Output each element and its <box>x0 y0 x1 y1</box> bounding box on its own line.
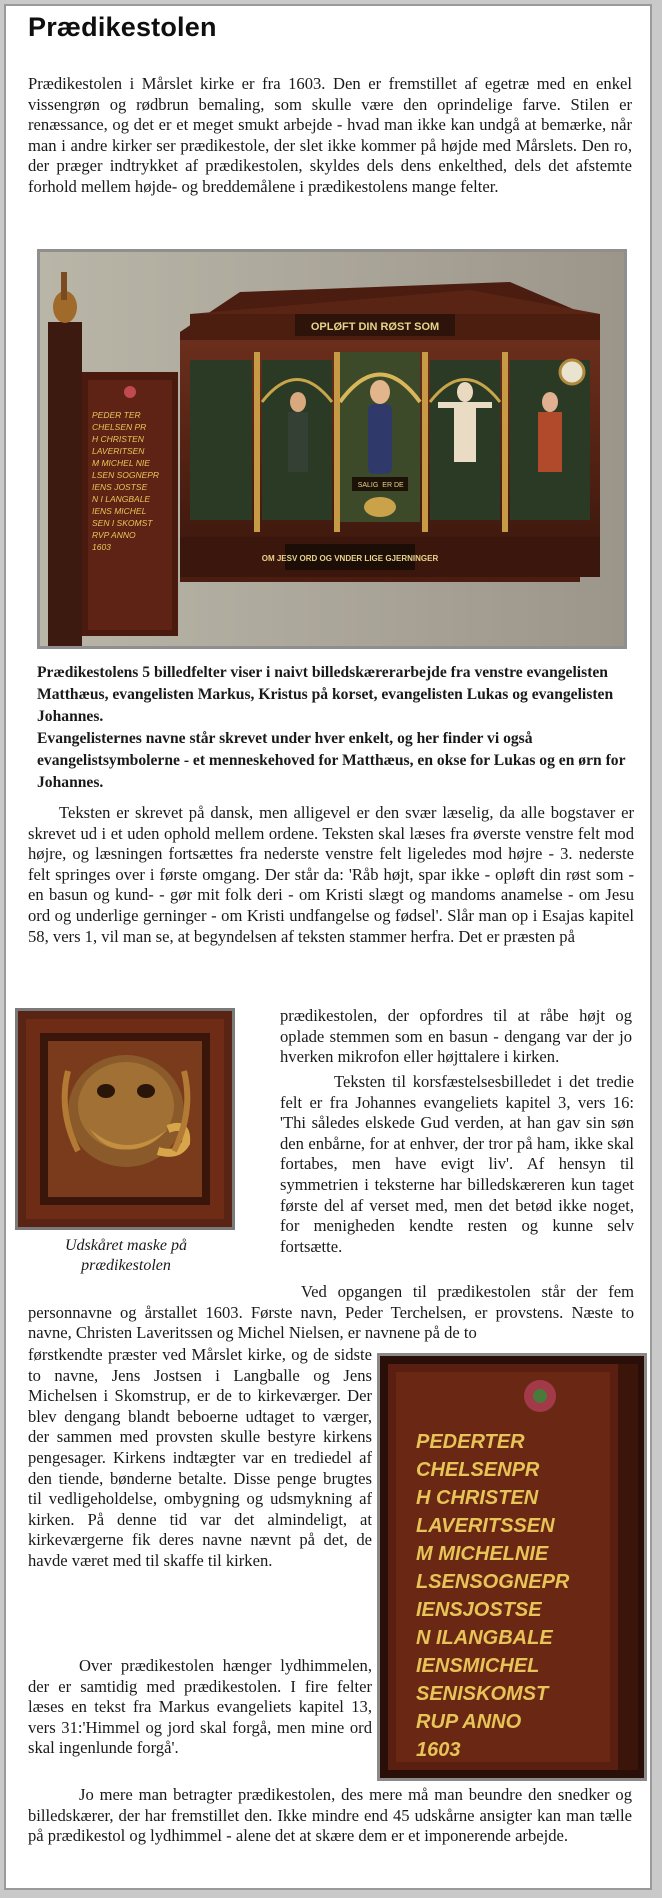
mask-illustration <box>18 1011 232 1227</box>
pulpit-illustration <box>40 252 624 646</box>
inscription-line: 1603 <box>416 1739 461 1761</box>
side-line: LAVERITSEN <box>92 446 145 456</box>
side-line: N I LANGBALE <box>92 494 151 504</box>
inscription-line: SENISKOMST <box>416 1683 549 1705</box>
inscription-line: PEDERTER <box>416 1431 525 1453</box>
inscription-line: LAVERITSSEN <box>416 1515 555 1537</box>
side-line: PEDER TER <box>92 410 141 420</box>
side-line: IENS JOSTSE <box>92 482 148 492</box>
pulpit-top-inscription: OPLØFT DIN RØST SOM <box>310 321 440 333</box>
inscription-line: RUP ANNO <box>416 1711 522 1733</box>
body-paragraph-1b: prædikestolen, der opfordres til at råbe højt og oplade stemmen som en basun - dengang var der jo hverken mikrofon eller højttalere i kirken. <box>280 1006 632 1067</box>
photo-caption-1: Prædikestolens 5 billedfelter viser i naivt billedskærerarbejde fra venstre evangelisten Matthæus, evangelisten Markus, Kristus på korset, evangelisten Lukas og evangelisten Johannes. <box>37 664 614 725</box>
inscription-line: N ILANGBALE <box>416 1627 553 1649</box>
side-line: IENS MICHEL <box>92 506 147 516</box>
mask-photo <box>15 1008 235 1230</box>
inscription-line: LSENSOGNEPR <box>416 1571 570 1593</box>
pulpit-panels <box>190 352 590 522</box>
body-paragraph-4: Over prædikestolen hænger lydhimmelen, der er samtidig med prædikestolen. I fire felter læses en tekst fra Markus evangeliets kapitel 13, vers 31:'Himmel og jord skal forgå, men mine ord skal ingenlunde forgå'. <box>28 1656 372 1758</box>
inscription-line: IENSMICHEL <box>416 1655 540 1677</box>
side-line: SEN I SKOMST <box>92 518 153 528</box>
body-paragraph-2: Teksten til korsfæstelsesbilledet i det tredie felt er fra Johannes evangeliets kapitel 3, vers 16: 'Thi således elskede Gud verden, at han gav sin søn den enbårne, for at enhver, der tror på ham, ikke skal fortabes, men have evigt liv'. Af hensyn til symmetrien i teksterne har billedskæreren kun taget første del af verset med, men det betød ikke noget, for menigheden kendte resten og kunne selv fortsætte. <box>280 1072 634 1256</box>
body-paragraph-5: Jo mere man betragter prædikestolen, des mere må man beundre den snedker og billedskærer, der har fremstillet den. Ikke mindre end 45 udskårne ansigter kan man tælle på prædikestol og lydhimmel - alene det at skære dem er et imponerende arbejde. <box>28 1785 632 1846</box>
mask-caption: Udskåret maske på prædikestolen <box>64 1237 188 1274</box>
pulpit-photo <box>37 249 627 649</box>
side-line: M MICHEL NIE <box>92 458 150 468</box>
inscription-illustration <box>380 1356 644 1778</box>
photo-caption-2: Evangelisternes navne står skrevet under hver enkelt, og her finder vi også evangelistsymbolerne - et menneskehoved for Matthæus, en okse for Lukas og en ørn for Johannes. <box>37 730 626 791</box>
side-line: 1603 <box>92 542 111 552</box>
pulpit-panel-right-text: ER DE <box>382 482 404 489</box>
side-line: H CHRISTEN <box>92 434 144 444</box>
pulpit-panel-left-text: SALIG <box>357 482 379 489</box>
pulpit-bottom-inscription: OM JESV ORD OG VNDER LIGE GJERNINGER <box>261 554 439 563</box>
body-paragraph-3b: førstkendte præster ved Mårslet kirke, og de sidste to navne, Jens Jostsen i Langballe og Jens Michelsen i Skomstrup, er de to kirkeværger. Der blev dengang blandt beboerne udtaget to værger, der sammen med provsten skulle bestyre kirkens pengesager. Kirkens indtægter var en trediedel af den tiende, bønderne betalte. Disse penge brugtes til vedligeholdelse, ombygning og udsmykning af kirken. På denne tid var det almindeligt, at kirkeværgerne fik deres navne nævnt på det, de havde været med til skaffe til kirken. <box>28 1345 372 1570</box>
inscription-line: CHELSENPR <box>416 1459 540 1481</box>
inscription-line: M MICHELNIE <box>416 1543 549 1565</box>
side-line: CHELSEN PR <box>92 422 147 432</box>
body-paragraph-1: Teksten er skrevet på dansk, men alligevel er den svær læselig, da alle bogstaver er skrevet ud i et uden ophold mellem ordene. Teksten skal læses fra øverste venstre felt mod højre, og læsningen fortsættes fra nederste venstre felt ligeledes mod højre - 3. nederste felt springes over i første omgang. Der står da: 'Råb højt, spar ikke - opløft din røst som - en basun og kund- - gør mit folk deri - om Kristi slægt og mandoms anamelse - om Jesu ord og underlige gerninger - om Kristi undfangelse og fødsel'. Slår man op i Esajas kapitel 58, vers 1, vil man se, at begyndelsen af teksten stammer herfra. Det er præsten på <box>28 803 634 946</box>
intro-paragraph: Prædikestolen i Mårslet kirke er fra 1603. Den er fremstillet af egetræ med en enkel vissengrøn og rødbrun bemaling, som skulle være den oprindelige farve. Stilen er renæssance, og det er et meget smukt arbejde - hvad man ikke kan undgå at bemærke, når man i andre kirker ser prædikestole, der slet ikke kommer på højde med Mårslets. Den ro, der præger indtrykket af prædikestolen, skyldes dels dens enkelthed, dels det afstemte forhold mellem højde- og breddemålene i prædikestolens mange felter. <box>28 74 632 196</box>
body-paragraph-3a: Ved opgangen til prædikestolen står der fem personnavne og årstallet 1603. Første navn, Peder Terchelsen, er provstens. Næste to navne, Christen Laveritssen og Michel Nielsen, er navnene på de to <box>28 1282 634 1343</box>
inscription-line: H CHRISTEN <box>416 1487 539 1509</box>
inscription-photo <box>377 1353 647 1781</box>
page <box>4 4 652 1890</box>
inscription-line: IENSJOSTSE <box>416 1599 542 1621</box>
side-line: RVP ANNO <box>92 530 136 540</box>
page-title: Prædikestolen <box>28 12 217 42</box>
side-line: LSEN SOGNEPR <box>92 470 160 480</box>
